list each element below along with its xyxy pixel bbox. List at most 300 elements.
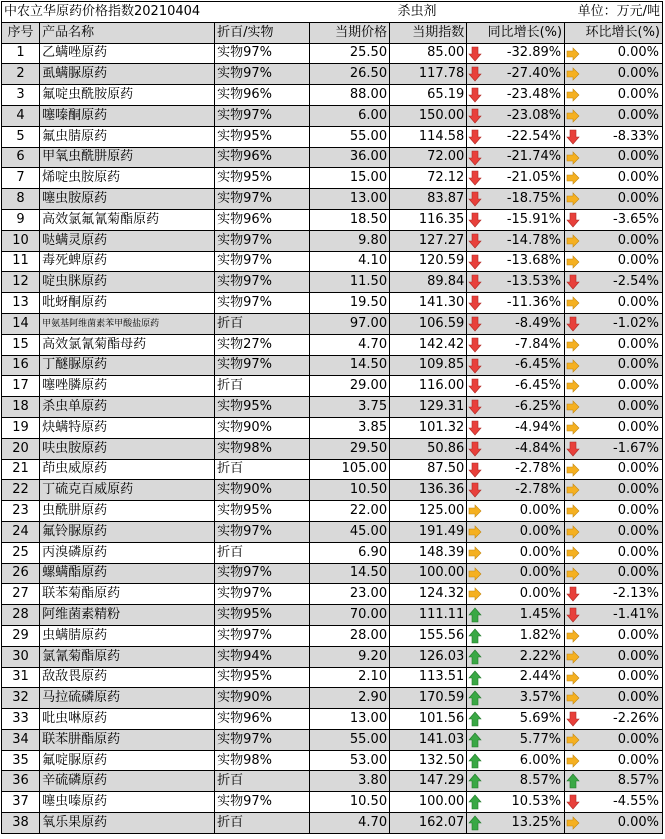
yoy-value: 0.00% (519, 565, 562, 581)
row-number: 1 (2, 43, 40, 64)
current-index: 72.12 (390, 168, 467, 189)
category-label: 杀虫剂 (309, 2, 467, 23)
mom-value: 0.00% (617, 627, 659, 643)
yoy-change (467, 480, 565, 501)
table-row (2, 230, 663, 251)
yoy-value: -23.08% (506, 107, 562, 123)
down-arrow-icon (468, 233, 482, 249)
mom-change (565, 126, 663, 147)
header-yoy: 同比增长(%) (467, 22, 565, 43)
table-row (2, 584, 663, 605)
product-spec: 实物96% (215, 709, 310, 730)
right-arrow-icon (566, 732, 580, 748)
current-index: 109.85 (390, 355, 467, 376)
current-index: 65.19 (390, 85, 467, 106)
current-index: 136.36 (390, 480, 467, 501)
current-index: 114.58 (390, 126, 467, 147)
mom-value: 0.00% (617, 523, 659, 539)
down-arrow-icon (468, 274, 482, 290)
mom-change (565, 251, 663, 272)
yoy-change (467, 209, 565, 230)
mom-change (565, 563, 663, 584)
column-header-row (2, 22, 663, 43)
row-number: 22 (2, 480, 40, 501)
yoy-value: 10.53% (511, 794, 562, 810)
yoy-value: -21.05% (506, 170, 562, 186)
mom-change (565, 688, 663, 709)
yoy-value: 1.82% (519, 627, 562, 643)
mom-change (565, 480, 663, 501)
right-arrow-icon (468, 586, 482, 602)
yoy-value: 0.00% (519, 586, 562, 602)
table-row (2, 85, 663, 106)
mom-change (565, 646, 663, 667)
mom-change (565, 709, 663, 730)
current-price: 55.00 (309, 729, 389, 750)
down-arrow-icon (566, 586, 580, 602)
up-arrow-icon (468, 732, 482, 748)
down-arrow-icon (468, 420, 482, 436)
down-arrow-icon (468, 87, 482, 103)
mom-change (565, 209, 663, 230)
table-row (2, 168, 663, 189)
yoy-change (467, 43, 565, 64)
current-price: 10.50 (309, 480, 389, 501)
current-price: 9.20 (309, 646, 389, 667)
current-index: 132.50 (390, 750, 467, 771)
down-arrow-icon (468, 66, 482, 82)
up-arrow-icon (468, 815, 482, 831)
table-row (2, 709, 663, 730)
current-price: 6.90 (309, 542, 389, 563)
current-price: 97.00 (309, 313, 389, 334)
mom-value: 0.00% (617, 253, 659, 269)
product-name: 螺螨酯原药 (40, 563, 215, 584)
row-number: 27 (2, 584, 40, 605)
table-row (2, 376, 663, 397)
current-price: 36.00 (309, 147, 389, 168)
mom-value: -1.41% (613, 607, 659, 622)
row-number: 34 (2, 729, 40, 750)
yoy-value: -4.94% (515, 419, 562, 435)
right-arrow-icon (468, 566, 482, 582)
product-spec: 实物90% (215, 417, 310, 438)
mom-value: 0.00% (617, 295, 659, 311)
down-arrow-icon (468, 108, 482, 124)
yoy-change (467, 251, 565, 272)
mom-value: 0.00% (617, 690, 659, 706)
down-arrow-icon (566, 441, 580, 457)
product-name: 敌敌畏原药 (40, 667, 215, 688)
product-name: 丁硫克百威原药 (40, 480, 215, 501)
right-arrow-icon (566, 254, 580, 270)
right-arrow-icon (566, 170, 580, 186)
current-index: 83.87 (390, 189, 467, 210)
yoy-change (467, 376, 565, 397)
yoy-value: 5.77% (519, 731, 562, 747)
current-price: 29.50 (309, 438, 389, 459)
right-arrow-icon (566, 150, 580, 166)
mom-value: 0.00% (617, 336, 659, 352)
mom-change (565, 417, 663, 438)
header-mom: 环比增长(%) (565, 22, 663, 43)
current-index: 126.03 (390, 646, 467, 667)
row-number: 25 (2, 542, 40, 563)
mom-value: -2.54% (613, 274, 659, 290)
right-arrow-icon (566, 462, 580, 478)
row-number: 21 (2, 459, 40, 480)
yoy-value: -13.68% (506, 253, 562, 269)
yoy-value: -15.91% (506, 211, 562, 227)
up-arrow-icon (468, 711, 482, 727)
right-arrow-icon (566, 337, 580, 353)
yoy-value: 6.00% (519, 752, 562, 768)
up-arrow-icon (468, 690, 482, 706)
yoy-change (467, 272, 565, 293)
current-index: 106.59 (390, 313, 467, 334)
up-arrow-icon (468, 649, 482, 665)
current-index: 191.49 (390, 521, 467, 542)
yoy-change (467, 750, 565, 771)
yoy-value: 3.57% (519, 690, 562, 706)
current-price: 4.70 (309, 334, 389, 355)
product-name: 虫酰肼原药 (40, 501, 215, 522)
mom-value: -8.33% (613, 128, 659, 144)
mom-value: 0.00% (617, 107, 659, 123)
row-number: 9 (2, 209, 40, 230)
mom-change (565, 105, 663, 126)
down-arrow-icon (468, 170, 482, 186)
mom-change (565, 584, 663, 605)
current-index: 148.39 (390, 542, 467, 563)
mom-change (565, 189, 663, 210)
yoy-change (467, 667, 565, 688)
yoy-change (467, 771, 565, 792)
current-price: 9.80 (309, 230, 389, 251)
right-arrow-icon (468, 524, 482, 540)
mom-value: 0.00% (617, 482, 659, 498)
product-spec: 实物97% (215, 521, 310, 542)
right-arrow-icon (566, 670, 580, 686)
yoy-change (467, 417, 565, 438)
row-number: 6 (2, 147, 40, 168)
table-row (2, 750, 663, 771)
current-price: 14.50 (309, 355, 389, 376)
right-arrow-icon (566, 87, 580, 103)
table-row (2, 313, 663, 334)
mom-value: 0.00% (617, 232, 659, 248)
mom-value: 0.00% (617, 565, 659, 581)
right-arrow-icon (566, 503, 580, 519)
mom-value: 8.57% (617, 773, 659, 789)
mom-value: 0.00% (617, 66, 659, 82)
current-price: 15.00 (309, 168, 389, 189)
product-name: 噻虫嗪原药 (40, 792, 215, 813)
product-spec: 实物96% (215, 147, 310, 168)
right-arrow-icon (566, 753, 580, 769)
product-spec: 实物96% (215, 209, 310, 230)
down-arrow-icon (468, 378, 482, 394)
table-row (2, 480, 663, 501)
product-name: 氟啶虫酰胺原药 (40, 85, 215, 106)
product-spec: 实物97% (215, 584, 310, 605)
current-price: 19.50 (309, 293, 389, 314)
current-index: 162.07 (390, 813, 467, 834)
product-spec: 实物90% (215, 480, 310, 501)
row-number: 16 (2, 355, 40, 376)
current-index: 111.11 (390, 605, 467, 626)
current-price: 14.50 (309, 563, 389, 584)
product-spec: 实物97% (215, 43, 310, 64)
product-name: 高效氯氟氰菊酯原药 (40, 209, 215, 230)
mom-value: 0.00% (617, 752, 659, 768)
current-index: 117.78 (390, 64, 467, 85)
right-arrow-icon (468, 503, 482, 519)
mom-value: 0.00% (617, 45, 659, 61)
down-arrow-icon (468, 337, 482, 353)
product-spec: 实物97% (215, 355, 310, 376)
mom-change (565, 313, 663, 334)
product-name: 杀虫单原药 (40, 397, 215, 418)
down-arrow-icon (566, 711, 580, 727)
current-price: 88.00 (309, 85, 389, 106)
mom-value: -3.65% (613, 211, 659, 227)
mom-change (565, 64, 663, 85)
product-spec: 实物95% (215, 168, 310, 189)
yoy-change (467, 147, 565, 168)
right-arrow-icon (566, 46, 580, 62)
table-row (2, 209, 663, 230)
product-name: 哒螨灵原药 (40, 230, 215, 251)
row-number: 11 (2, 251, 40, 272)
current-index: 116.00 (390, 376, 467, 397)
product-name: 虱螨脲原药 (40, 64, 215, 85)
table-row (2, 688, 663, 709)
right-arrow-icon (468, 545, 482, 561)
row-number: 26 (2, 563, 40, 584)
table-row (2, 667, 663, 688)
down-arrow-icon (468, 191, 482, 207)
current-index: 87.50 (390, 459, 467, 480)
yoy-value: 2.22% (519, 648, 562, 664)
up-arrow-icon (468, 753, 482, 769)
sheet-title: 中农立华原药价格指数20210404 (2, 2, 310, 23)
mom-value: 0.00% (617, 731, 659, 747)
current-index: 100.00 (390, 792, 467, 813)
row-number: 32 (2, 688, 40, 709)
table-row (2, 189, 663, 210)
row-number: 17 (2, 376, 40, 397)
yoy-value: -2.78% (515, 482, 562, 498)
row-number: 29 (2, 625, 40, 646)
mom-change (565, 85, 663, 106)
current-price: 25.50 (309, 43, 389, 64)
mom-change (565, 397, 663, 418)
product-spec: 实物95% (215, 126, 310, 147)
yoy-value: -2.78% (515, 461, 562, 477)
right-arrow-icon (566, 191, 580, 207)
mom-value: -2.26% (613, 710, 659, 726)
product-name: 烯啶虫胺原药 (40, 168, 215, 189)
down-arrow-icon (468, 462, 482, 478)
product-name: 氯氰菊酯原药 (40, 646, 215, 667)
yoy-value: 5.69% (519, 710, 562, 726)
yoy-value: 8.57% (519, 773, 562, 789)
down-arrow-icon (468, 358, 482, 374)
table-row (2, 355, 663, 376)
yoy-value: 0.00% (519, 503, 562, 519)
mom-change (565, 625, 663, 646)
mom-value: 0.00% (617, 544, 659, 560)
current-price: 26.50 (309, 64, 389, 85)
yoy-value: 13.25% (511, 814, 562, 830)
product-name: 茚虫威原药 (40, 459, 215, 480)
product-spec: 实物27% (215, 334, 310, 355)
product-name: 甲氧虫酰肼原药 (40, 147, 215, 168)
table-row (2, 397, 663, 418)
unit-label: 单位：万元/吨 (467, 2, 663, 23)
current-price: 22.00 (309, 501, 389, 522)
mom-change (565, 334, 663, 355)
row-number: 5 (2, 126, 40, 147)
current-index: 141.03 (390, 729, 467, 750)
current-price: 53.00 (309, 750, 389, 771)
product-spec: 实物96% (215, 85, 310, 106)
product-spec: 实物97% (215, 272, 310, 293)
down-arrow-icon (566, 316, 580, 332)
yoy-change (467, 584, 565, 605)
table-row (2, 542, 663, 563)
header-no: 序号 (2, 22, 40, 43)
yoy-change (467, 542, 565, 563)
product-spec: 实物98% (215, 438, 310, 459)
right-arrow-icon (566, 524, 580, 540)
table-row (2, 64, 663, 85)
current-price: 10.50 (309, 792, 389, 813)
product-spec: 实物97% (215, 729, 310, 750)
product-spec: 实物97% (215, 64, 310, 85)
yoy-value: -18.75% (506, 191, 562, 207)
mom-value: 0.00% (617, 399, 659, 415)
current-index: 120.59 (390, 251, 467, 272)
right-arrow-icon (566, 399, 580, 415)
down-arrow-icon (566, 212, 580, 228)
yoy-value: 1.45% (519, 607, 562, 622)
down-arrow-icon (468, 295, 482, 311)
row-number: 24 (2, 521, 40, 542)
yoy-value: -4.84% (515, 440, 562, 456)
row-number: 10 (2, 230, 40, 251)
down-arrow-icon (566, 794, 580, 810)
mom-value: 0.00% (617, 87, 659, 103)
mom-change (565, 459, 663, 480)
header-name: 产品名称 (40, 22, 215, 43)
mom-change (565, 168, 663, 189)
product-spec: 实物95% (215, 501, 310, 522)
down-arrow-icon (566, 129, 580, 145)
mom-change (565, 605, 663, 626)
right-arrow-icon (566, 815, 580, 831)
right-arrow-icon (566, 66, 580, 82)
current-price: 3.80 (309, 771, 389, 792)
current-price: 4.10 (309, 251, 389, 272)
current-index: 147.29 (390, 771, 467, 792)
yoy-change (467, 334, 565, 355)
row-number: 14 (2, 313, 40, 334)
yoy-change (467, 605, 565, 626)
row-number: 28 (2, 605, 40, 626)
product-name: 呋虫胺原药 (40, 438, 215, 459)
down-arrow-icon (468, 399, 482, 415)
row-number: 12 (2, 272, 40, 293)
yoy-value: -27.40% (506, 66, 562, 82)
product-name: 噻嗪酮原药 (40, 105, 215, 126)
current-price: 18.50 (309, 209, 389, 230)
mom-change (565, 750, 663, 771)
table-row (2, 334, 663, 355)
product-name: 乙螨唑原药 (40, 43, 215, 64)
mom-value: 0.00% (617, 648, 659, 664)
up-arrow-icon (468, 628, 482, 644)
yoy-change (467, 105, 565, 126)
right-arrow-icon (566, 649, 580, 665)
current-price: 13.00 (309, 189, 389, 210)
product-spec: 折百 (215, 813, 310, 834)
mom-change (565, 813, 663, 834)
right-arrow-icon (566, 628, 580, 644)
row-number: 7 (2, 168, 40, 189)
table-row (2, 521, 663, 542)
yoy-change (467, 64, 565, 85)
mom-change (565, 521, 663, 542)
current-index: 116.35 (390, 209, 467, 230)
right-arrow-icon (566, 482, 580, 498)
row-number: 30 (2, 646, 40, 667)
mom-change (565, 355, 663, 376)
row-number: 13 (2, 293, 40, 314)
product-spec: 实物97% (215, 563, 310, 584)
yoy-value: -32.89% (506, 45, 562, 61)
yoy-change (467, 521, 565, 542)
mom-value: 0.00% (617, 378, 659, 394)
mom-value: -2.13% (613, 586, 659, 602)
current-index: 50.86 (390, 438, 467, 459)
current-index: 113.51 (390, 667, 467, 688)
current-index: 125.00 (390, 501, 467, 522)
current-price: 6.00 (309, 105, 389, 126)
current-index: 150.00 (390, 105, 467, 126)
product-spec: 折百 (215, 542, 310, 563)
row-number: 20 (2, 438, 40, 459)
table-row (2, 729, 663, 750)
mom-value: 0.00% (617, 419, 659, 435)
product-spec: 实物95% (215, 397, 310, 418)
yoy-value: 0.00% (519, 544, 562, 560)
mom-change (565, 376, 663, 397)
product-name: 炔螨特原药 (40, 417, 215, 438)
product-name: 阿维菌素精粉 (40, 605, 215, 626)
current-price: 45.00 (309, 521, 389, 542)
right-arrow-icon (566, 378, 580, 394)
table-row (2, 646, 663, 667)
yoy-change (467, 563, 565, 584)
product-name: 虫螨腈原药 (40, 625, 215, 646)
product-name: 吡虫啉原药 (40, 709, 215, 730)
product-spec: 实物97% (215, 625, 310, 646)
row-number: 8 (2, 189, 40, 210)
yoy-change (467, 313, 565, 334)
yoy-change (467, 189, 565, 210)
